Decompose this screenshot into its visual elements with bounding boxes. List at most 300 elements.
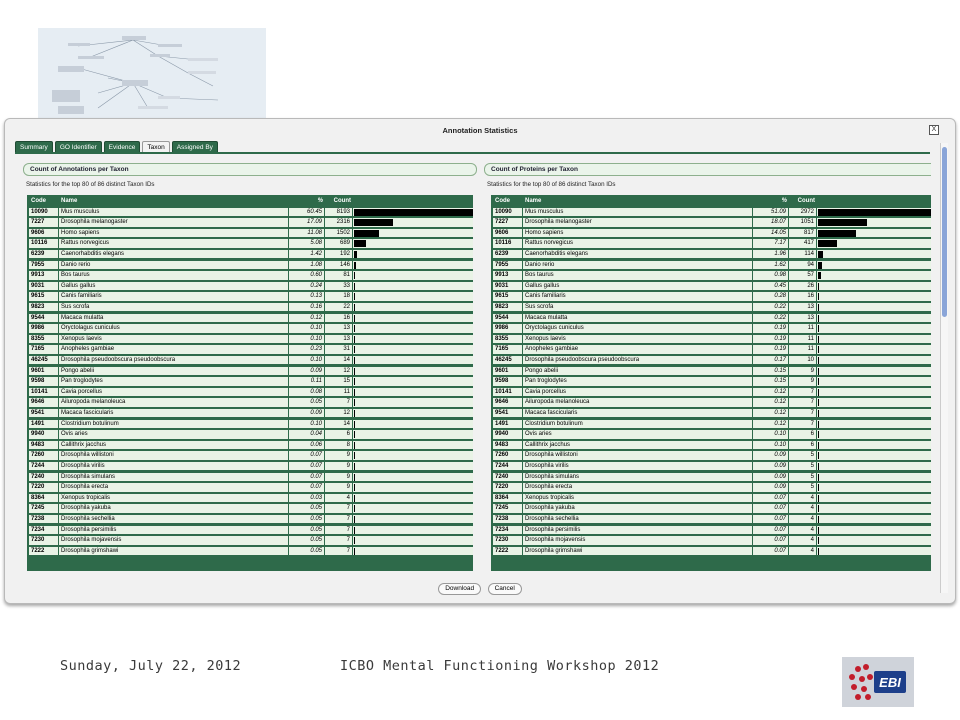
- count-bar: [354, 272, 355, 279]
- table-row[interactable]: [493, 388, 931, 397]
- bar-cell: [817, 356, 931, 365]
- table-row[interactable]: [493, 314, 931, 323]
- table-row[interactable]: [493, 239, 931, 248]
- table-row[interactable]: [493, 547, 931, 556]
- vertical-scrollbar[interactable]: [940, 143, 948, 593]
- count-bar: [818, 537, 819, 544]
- bar-cell: [817, 335, 931, 344]
- column-header-count[interactable]: Count: [789, 197, 817, 206]
- bar-cell: [353, 377, 473, 386]
- count-cell: 4: [789, 494, 817, 503]
- bar-cell: [817, 462, 931, 471]
- tab-underline: [15, 152, 930, 154]
- close-button[interactable]: X: [929, 125, 939, 135]
- percent-cell: 7.17: [753, 239, 789, 248]
- taxon-name-cell: Ovis aries: [59, 430, 289, 439]
- cancel-button[interactable]: Cancel: [488, 583, 522, 595]
- taxon-name-cell: Xenopus tropicalis: [59, 494, 289, 503]
- annotation-statistics-dialog: [4, 118, 956, 604]
- column-header-name[interactable]: Name: [59, 197, 289, 206]
- count-bar: [818, 304, 819, 311]
- count-cell: 11: [789, 345, 817, 354]
- taxon-name-cell: Drosophila virilis: [59, 462, 289, 471]
- bar-cell: [817, 398, 931, 407]
- count-cell: 192: [325, 250, 353, 259]
- taxon-code-cell: 9940: [29, 430, 59, 439]
- taxon-code-cell: 8355: [493, 335, 523, 344]
- bar-cell: [817, 250, 931, 259]
- table-row[interactable]: [493, 430, 931, 439]
- taxon-name-cell: Drosophila grimshawi: [59, 547, 289, 556]
- taxon-name-cell: Drosophila willistoni: [59, 451, 289, 460]
- bar-cell: [817, 324, 931, 333]
- percent-cell: 0.09: [289, 367, 325, 376]
- table-row[interactable]: [29, 441, 473, 450]
- bar-cell: [817, 345, 931, 354]
- taxon-code-cell: 7955: [29, 261, 59, 270]
- count-bar: [818, 431, 819, 438]
- taxon-code-cell: 10141: [29, 388, 59, 397]
- column-header-pct[interactable]: %: [753, 197, 789, 206]
- taxon-name-cell: Cavia porcellus: [523, 388, 753, 397]
- count-bar: [354, 421, 355, 428]
- taxon-name-cell: Callithrix jacchus: [59, 441, 289, 450]
- bar-cell: [353, 229, 473, 238]
- column-header-count[interactable]: Count: [325, 197, 353, 206]
- count-cell: 9: [789, 377, 817, 386]
- table-row[interactable]: [493, 345, 931, 354]
- count-bar: [354, 209, 473, 216]
- taxon-code-cell: 7230: [29, 536, 59, 545]
- taxon-code-cell: 10141: [493, 388, 523, 397]
- count-bar: [818, 230, 856, 237]
- table-row[interactable]: [493, 409, 931, 418]
- count-bar: [818, 474, 819, 481]
- percent-cell: 0.22: [753, 314, 789, 323]
- taxon-code-cell: 46245: [29, 356, 59, 365]
- taxon-code-cell: 9913: [29, 271, 59, 280]
- count-cell: 57: [789, 271, 817, 280]
- count-bar: [354, 527, 355, 534]
- column-header-pct[interactable]: %: [289, 197, 325, 206]
- bar-cell: [353, 282, 473, 291]
- tab-summary[interactable]: Summary: [15, 141, 53, 153]
- taxon-name-cell: Drosophila erecta: [523, 483, 753, 492]
- count-cell: 11: [789, 324, 817, 333]
- percent-cell: 0.28: [753, 292, 789, 301]
- count-cell: 10: [789, 356, 817, 365]
- count-bar: [354, 315, 355, 322]
- table-row[interactable]: [29, 409, 473, 418]
- annotations-per-taxon-panel: [23, 163, 477, 569]
- percent-cell: 0.12: [753, 398, 789, 407]
- column-header-bar: [353, 197, 473, 206]
- bar-cell: [817, 451, 931, 460]
- table-row[interactable]: [493, 398, 931, 407]
- bar-cell: [353, 367, 473, 376]
- taxon-code-cell: 7240: [493, 473, 523, 482]
- taxon-name-cell: Pongo abelii: [59, 367, 289, 376]
- table-row[interactable]: [493, 462, 931, 471]
- table-row[interactable]: [29, 526, 473, 535]
- table-row[interactable]: [493, 451, 931, 460]
- count-bar: [818, 495, 819, 502]
- scrollbar-thumb[interactable]: [942, 147, 947, 317]
- panel-subtitle: Statistics for the top 80 of 86 distinct Taxon IDs: [487, 181, 616, 188]
- column-header-code[interactable]: Code: [29, 197, 59, 206]
- table-row[interactable]: [493, 526, 931, 535]
- bar-cell: [353, 398, 473, 407]
- table-row[interactable]: [493, 536, 931, 545]
- percent-cell: 0.07: [753, 547, 789, 556]
- count-cell: 7: [325, 515, 353, 524]
- taxon-name-cell: Macaca fascicularis: [59, 409, 289, 418]
- bar-cell: [817, 271, 931, 280]
- percent-cell: 0.45: [753, 282, 789, 291]
- percent-cell: 0.13: [289, 292, 325, 301]
- percent-cell: 0.10: [289, 335, 325, 344]
- count-cell: 114: [789, 250, 817, 259]
- percent-cell: 1.42: [289, 250, 325, 259]
- taxon-code-cell: 7222: [29, 547, 59, 556]
- percent-cell: 0.09: [289, 409, 325, 418]
- table-row[interactable]: [493, 229, 931, 238]
- count-cell: 5: [789, 451, 817, 460]
- taxon-code-cell: 8355: [29, 335, 59, 344]
- tab-evidence[interactable]: Evidence: [104, 141, 141, 153]
- bar-cell: [817, 388, 931, 397]
- table-row[interactable]: [493, 208, 931, 217]
- count-cell: 31: [325, 345, 353, 354]
- table-row[interactable]: [29, 504, 473, 513]
- percent-cell: 0.98: [753, 271, 789, 280]
- table-row[interactable]: [493, 494, 931, 503]
- count-cell: 13: [789, 314, 817, 323]
- percent-cell: 0.22: [753, 303, 789, 312]
- percent-cell: 51.09: [753, 208, 789, 217]
- table-row[interactable]: [493, 515, 931, 524]
- table-row[interactable]: [29, 420, 473, 429]
- bar-cell: [353, 526, 473, 535]
- table-row[interactable]: [29, 271, 473, 280]
- count-bar: [818, 209, 931, 216]
- taxon-name-cell: Sus scrofa: [523, 303, 753, 312]
- go-graph-thumbnail: [38, 28, 266, 118]
- bar-cell: [817, 441, 931, 450]
- count-cell: 16: [325, 314, 353, 323]
- table-row[interactable]: [29, 388, 473, 397]
- count-cell: 94: [789, 261, 817, 270]
- percent-cell: 0.15: [753, 377, 789, 386]
- taxon-code-cell: 9646: [493, 398, 523, 407]
- table-row[interactable]: [29, 335, 473, 344]
- taxon-name-cell: Bos taurus: [523, 271, 753, 280]
- table-row[interactable]: [493, 324, 931, 333]
- taxon-code-cell: 7238: [493, 515, 523, 524]
- percent-cell: 0.12: [289, 314, 325, 323]
- table-header-row: [493, 197, 931, 206]
- percent-cell: 0.09: [753, 473, 789, 482]
- bar-cell: [817, 547, 931, 556]
- table-row[interactable]: [29, 239, 473, 248]
- count-bar: [354, 240, 366, 247]
- count-cell: 7: [789, 398, 817, 407]
- percent-cell: 0.07: [289, 473, 325, 482]
- count-bar: [818, 368, 819, 375]
- count-bar: [354, 336, 355, 343]
- count-bar: [354, 368, 355, 375]
- count-bar: [354, 219, 393, 226]
- count-cell: 22: [325, 303, 353, 312]
- bar-cell: [353, 324, 473, 333]
- taxon-code-cell: 9606: [29, 229, 59, 238]
- percent-cell: 0.12: [753, 409, 789, 418]
- table-row[interactable]: [29, 398, 473, 407]
- table-row[interactable]: [29, 345, 473, 354]
- bar-cell: [817, 208, 931, 217]
- table-row[interactable]: [493, 473, 931, 482]
- count-bar: [354, 230, 379, 237]
- percent-cell: 0.19: [753, 324, 789, 333]
- count-cell: 15: [325, 377, 353, 386]
- percent-cell: 0.10: [289, 420, 325, 429]
- table-row[interactable]: [493, 250, 931, 259]
- taxon-name-cell: Ailuropoda melanoleuca: [523, 398, 753, 407]
- table-row[interactable]: [29, 536, 473, 545]
- taxon-name-cell: Drosophila yakuba: [59, 504, 289, 513]
- count-cell: 9: [325, 462, 353, 471]
- count-bar: [354, 516, 355, 523]
- taxon-code-cell: 8364: [493, 494, 523, 503]
- count-cell: 13: [789, 303, 817, 312]
- count-bar: [354, 484, 355, 491]
- table-row[interactable]: [493, 441, 931, 450]
- count-cell: 7: [325, 526, 353, 535]
- tab-taxon[interactable]: Taxon: [142, 141, 169, 153]
- count-cell: 4: [789, 515, 817, 524]
- count-bar: [818, 251, 823, 258]
- count-bar: [818, 410, 819, 417]
- count-cell: 146: [325, 261, 353, 270]
- taxon-name-cell: Homo sapiens: [59, 229, 289, 238]
- taxon-code-cell: 9823: [29, 303, 59, 312]
- taxon-name-cell: Sus scrofa: [59, 303, 289, 312]
- count-bar: [818, 452, 819, 459]
- percent-cell: 0.10: [289, 324, 325, 333]
- bar-cell: [353, 494, 473, 503]
- table-row[interactable]: [493, 282, 931, 291]
- table-row[interactable]: [493, 483, 931, 492]
- percent-cell: 0.09: [753, 483, 789, 492]
- table-row[interactable]: [493, 377, 931, 386]
- bar-cell: [353, 473, 473, 482]
- percent-cell: 0.07: [753, 526, 789, 535]
- taxon-code-cell: 7220: [29, 483, 59, 492]
- bar-cell: [353, 271, 473, 280]
- percent-cell: 0.09: [753, 451, 789, 460]
- table-row[interactable]: [493, 261, 931, 270]
- count-cell: 689: [325, 239, 353, 248]
- bar-cell: [353, 208, 473, 217]
- taxon-code-cell: 9483: [493, 441, 523, 450]
- table-row[interactable]: [29, 282, 473, 291]
- table-row[interactable]: [29, 483, 473, 492]
- taxon-name-cell: Caenorhabditis elegans: [523, 250, 753, 259]
- percent-cell: 0.16: [289, 303, 325, 312]
- count-bar: [818, 399, 819, 406]
- tab-go-identifier[interactable]: GO Identifier: [55, 141, 102, 153]
- count-cell: 9: [325, 483, 353, 492]
- panel-subtitle: Statistics for the top 80 of 86 distinct Taxon IDs: [26, 181, 155, 188]
- ontology-graph-image: [38, 28, 266, 118]
- count-bar: [818, 378, 819, 385]
- taxon-name-cell: Macaca mulatta: [523, 314, 753, 323]
- taxon-code-cell: 1491: [29, 420, 59, 429]
- column-header-name[interactable]: Name: [523, 197, 753, 206]
- table-row[interactable]: [29, 218, 473, 227]
- count-cell: 18: [325, 292, 353, 301]
- percent-cell: 0.05: [289, 547, 325, 556]
- taxon-code-cell: 9483: [29, 441, 59, 450]
- tab-assigned-by[interactable]: Assigned By: [172, 141, 218, 153]
- table-row[interactable]: [29, 303, 473, 312]
- bar-cell: [353, 441, 473, 450]
- percent-cell: 5.08: [289, 239, 325, 248]
- bar-cell: [353, 292, 473, 301]
- count-cell: 2316: [325, 218, 353, 227]
- table-row[interactable]: [29, 462, 473, 471]
- taxon-code-cell: 9646: [29, 398, 59, 407]
- taxon-code-cell: 9598: [493, 377, 523, 386]
- bar-cell: [353, 409, 473, 418]
- table-row[interactable]: [29, 250, 473, 259]
- table-row[interactable]: [29, 515, 473, 524]
- count-cell: 26: [789, 282, 817, 291]
- count-bar: [354, 389, 355, 396]
- taxon-code-cell: 7238: [29, 515, 59, 524]
- percent-cell: 0.10: [289, 356, 325, 365]
- count-bar: [354, 378, 355, 385]
- taxon-name-cell: Drosophila simulans: [523, 473, 753, 482]
- panel-title: Count of Annotations per Taxon: [23, 163, 477, 176]
- table-row[interactable]: [493, 218, 931, 227]
- count-bar: [354, 357, 355, 364]
- table-row[interactable]: [493, 367, 931, 376]
- column-header-code[interactable]: Code: [493, 197, 523, 206]
- taxon-name-cell: Oryctolagus cuniculus: [59, 324, 289, 333]
- table-row[interactable]: [29, 473, 473, 482]
- taxon-name-cell: Mus musculus: [59, 208, 289, 217]
- count-bar: [818, 283, 819, 290]
- table-row[interactable]: [493, 356, 931, 365]
- percent-cell: 0.06: [289, 441, 325, 450]
- bar-cell: [353, 451, 473, 460]
- bar-cell: [817, 420, 931, 429]
- taxon-code-cell: 9031: [29, 282, 59, 291]
- table-row[interactable]: [29, 356, 473, 365]
- taxon-name-cell: Canis familiaris: [59, 292, 289, 301]
- taxon-name-cell: Callithrix jacchus: [523, 441, 753, 450]
- table-row[interactable]: [29, 292, 473, 301]
- taxon-code-cell: 9541: [29, 409, 59, 418]
- bar-cell: [353, 239, 473, 248]
- table-row[interactable]: [493, 292, 931, 301]
- taxon-name-cell: Drosophila virilis: [523, 462, 753, 471]
- table-row[interactable]: [29, 208, 473, 217]
- bar-cell: [817, 303, 931, 312]
- bar-cell: [353, 536, 473, 545]
- table-row[interactable]: [29, 367, 473, 376]
- count-cell: 7: [789, 388, 817, 397]
- download-button[interactable]: Download: [438, 583, 481, 595]
- taxon-name-cell: Drosophila persimilis: [523, 526, 753, 535]
- table-row[interactable]: [493, 420, 931, 429]
- table-row[interactable]: [29, 451, 473, 460]
- taxon-name-cell: Drosophila simulans: [59, 473, 289, 482]
- count-bar: [354, 442, 355, 449]
- table-row[interactable]: [493, 303, 931, 312]
- count-bar: [818, 527, 819, 534]
- taxon-code-cell: 9986: [493, 324, 523, 333]
- bar-cell: [817, 409, 931, 418]
- table-row[interactable]: [29, 261, 473, 270]
- bar-cell: [817, 504, 931, 513]
- taxon-code-cell: 9031: [493, 282, 523, 291]
- taxon-code-cell: 9615: [493, 292, 523, 301]
- count-bar: [354, 474, 355, 481]
- percent-cell: 0.17: [753, 356, 789, 365]
- table-row[interactable]: [29, 314, 473, 323]
- count-cell: 7: [325, 398, 353, 407]
- table-row[interactable]: [29, 377, 473, 386]
- bar-cell: [817, 377, 931, 386]
- taxon-name-cell: Danio rerio: [523, 261, 753, 270]
- percent-cell: 0.05: [289, 398, 325, 407]
- taxon-code-cell: 7245: [493, 504, 523, 513]
- table-row[interactable]: [493, 271, 931, 280]
- percent-cell: 0.11: [289, 377, 325, 386]
- count-cell: 7: [325, 547, 353, 556]
- table-row[interactable]: [29, 547, 473, 556]
- table-row[interactable]: [29, 229, 473, 238]
- taxon-name-cell: Drosophila mojavensis: [523, 536, 753, 545]
- bar-cell: [353, 388, 473, 397]
- taxon-name-cell: Drosophila sechellia: [523, 515, 753, 524]
- taxon-name-cell: Caenorhabditis elegans: [59, 250, 289, 259]
- table-row[interactable]: [29, 494, 473, 503]
- table-row[interactable]: [493, 504, 931, 513]
- bar-cell: [817, 515, 931, 524]
- count-bar: [354, 505, 355, 512]
- percent-cell: 17.09: [289, 218, 325, 227]
- count-bar: [818, 272, 821, 279]
- table-row[interactable]: [29, 324, 473, 333]
- taxon-name-cell: Rattus norvegicus: [59, 239, 289, 248]
- count-cell: 11: [789, 335, 817, 344]
- proteins-table: [491, 195, 931, 571]
- table-row[interactable]: [493, 335, 931, 344]
- count-cell: 13: [325, 335, 353, 344]
- annotations-table: [27, 195, 473, 571]
- table-row[interactable]: [29, 430, 473, 439]
- count-cell: 7: [789, 409, 817, 418]
- percent-cell: 0.24: [289, 282, 325, 291]
- percent-cell: 11.08: [289, 229, 325, 238]
- column-header-bar: [817, 197, 931, 206]
- bar-cell: [353, 430, 473, 439]
- percent-cell: 0.19: [753, 345, 789, 354]
- bar-cell: [817, 292, 931, 301]
